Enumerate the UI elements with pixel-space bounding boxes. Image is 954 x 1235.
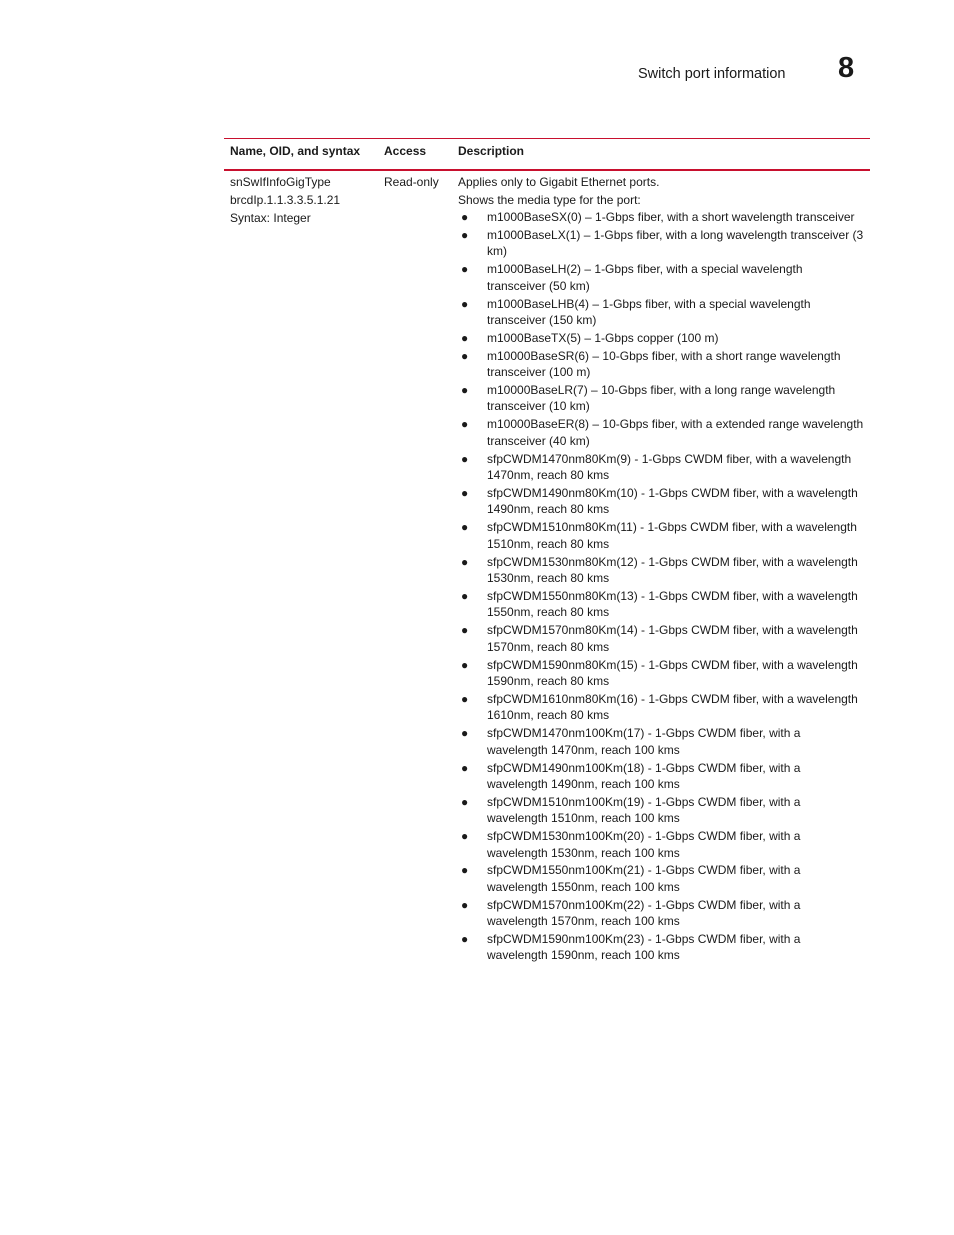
list-item-text: sfpCWDM1610nm80Km(16) - 1-Gbps CWDM fiber, with a wavelength 1610nm, reach 80 kms (487, 691, 858, 723)
bullet-icon: ● (461, 726, 469, 741)
list-item (458, 588, 864, 621)
bullet-icon: ● (461, 554, 469, 569)
bullet-icon: ● (461, 760, 469, 775)
list-item-text: m10000BaseER(8) – 10-Gbps fiber, with a extended range wavelength transceiver (40 km) (487, 417, 864, 448)
list-item (458, 485, 864, 518)
list-item-text: m1000BaseSX(0) – 1-Gbps fiber, with a short wavelength transceiver (487, 210, 855, 224)
list-item (458, 330, 864, 346)
mib-table (224, 138, 870, 963)
description-line: Shows the media type for the port: (458, 193, 641, 207)
bullet-icon: ● (461, 330, 469, 345)
bullet-icon: ● (461, 623, 469, 638)
bullet-icon: ● (461, 417, 469, 432)
bullet-icon: ● (461, 829, 469, 844)
list-item-text: sfpCWDM1510nm80Km(11) - 1-Gbps CWDM fiber, with a wavelength 1510nm, reach 80 kms (487, 520, 857, 551)
page-header (0, 52, 954, 96)
list-item (458, 451, 864, 484)
table-header (224, 138, 870, 171)
list-item (458, 794, 864, 827)
access-cell (384, 173, 454, 191)
list-item (458, 931, 864, 964)
bullet-icon: ● (461, 794, 469, 809)
list-item (458, 657, 864, 690)
list-item-text: m10000BaseSR(6) – 10-Gbps fiber, with a short range wavelength transceiver (100 m) (487, 348, 841, 380)
list-item (458, 227, 864, 260)
list-item-text: sfpCWDM1490nm100Km(18) - 1-Gbps CWDM fiber, with a wavelength 1490nm, reach 100 kms (487, 760, 801, 791)
bullet-icon: ● (461, 227, 469, 242)
access-value: Read-only (384, 175, 439, 189)
list-item-text: m1000BaseLX(1) – 1-Gbps fiber, with a long wavelength transceiver (3 km) (487, 227, 864, 259)
bullet-icon: ● (461, 296, 469, 311)
list-item-text: m10000BaseLR(7) – 10-Gbps fiber, with a long range wavelength transceiver (10 km) (487, 383, 836, 414)
list-item (458, 897, 864, 930)
list-item-text: sfpCWDM1550nm100Km(21) - 1-Gbps CWDM fiber, with a wavelength 1550nm, reach 100 kms (487, 863, 801, 894)
column-header-description: Description (458, 144, 525, 158)
list-item (458, 760, 864, 793)
section-title: Switch port information (638, 66, 786, 82)
list-item-text: sfpCWDM1470nm100Km(17) - 1-Gbps CWDM fiber, with a wavelength 1470nm, reach 100 kms (487, 726, 801, 757)
list-item-text: m1000BaseTX(5) – 1-Gbps copper (100 m) (487, 330, 719, 345)
list-item (458, 828, 864, 861)
bullet-icon: ● (461, 210, 469, 224)
list-item-text: m1000BaseLHB(4) – 1-Gbps fiber, with a special wavelength transceiver (150 km) (487, 296, 811, 327)
list-item-text: sfpCWDM1530nm100Km(20) - 1-Gbps CWDM fiber, with a wavelength 1530nm, reach 100 kms (487, 829, 801, 860)
bullet-icon: ● (461, 486, 469, 500)
list-item-text: sfpCWDM1470nm80Km(9) - 1-Gbps CWDM fiber, with a wavelength 1470nm, reach 80 kms (487, 451, 852, 483)
bullet-icon: ● (461, 262, 469, 277)
list-item-text: m1000BaseLH(2) – 1-Gbps fiber, with a special wavelength transceiver (50 km) (487, 262, 803, 293)
bullet-icon: ● (461, 348, 469, 363)
list-item (458, 622, 864, 655)
name-cell (230, 173, 378, 227)
object-syntax: Syntax: Integer (230, 211, 311, 225)
list-item-text: sfpCWDM1550nm80Km(13) - 1-Gbps CWDM fiber, with a wavelength 1550nm, reach 80 kms (487, 588, 858, 620)
list-item-text: sfpCWDM1490nm80Km(10) - 1-Gbps CWDM fiber, with a wavelength 1490nm, reach 80 kms (487, 486, 858, 517)
bullet-icon: ● (461, 691, 469, 706)
list-item (458, 382, 864, 415)
list-item (458, 519, 864, 552)
bullet-icon: ● (461, 520, 469, 535)
bullet-icon: ● (461, 932, 469, 947)
chapter-number: 8 (838, 52, 855, 84)
object-oid: brcdIp.1.1.3.3.5.1.21 (230, 193, 341, 207)
list-item-text: sfpCWDM1590nm100Km(23) - 1-Gbps CWDM fiber, with a wavelength 1590nm, reach 100 kms (487, 932, 801, 963)
list-item (458, 261, 864, 294)
description-line: Applies only to Gigabit Ethernet ports. (458, 175, 660, 189)
list-item-text: sfpCWDM1590nm80Km(15) - 1-Gbps CWDM fiber, with a wavelength 1590nm, reach 80 kms (487, 657, 858, 688)
list-item-text: sfpCWDM1570nm100Km(22) - 1-Gbps CWDM fiber, with a wavelength 1570nm, reach 100 kms (487, 897, 801, 929)
list-item (458, 209, 864, 225)
media-type-list (458, 209, 864, 964)
bullet-icon: ● (461, 383, 469, 398)
column-header-access: Access (384, 144, 427, 158)
list-item (458, 691, 864, 724)
bullet-icon: ● (461, 863, 469, 878)
bullet-icon: ● (461, 588, 469, 603)
description-cell (458, 173, 864, 965)
list-item (458, 862, 864, 895)
list-item-text: sfpCWDM1510nm100Km(19) - 1-Gbps CWDM fiber, with a wavelength 1510nm, reach 100 kms (487, 794, 801, 826)
column-header-name: Name, OID, and syntax (230, 144, 361, 158)
list-item (458, 725, 864, 758)
list-item-text: sfpCWDM1570nm80Km(14) - 1-Gbps CWDM fiber, with a wavelength 1570nm, reach 80 kms (487, 623, 858, 654)
bullet-icon: ● (461, 657, 469, 672)
list-item-text: sfpCWDM1530nm80Km(12) - 1-Gbps CWDM fiber, with a wavelength 1530nm, reach 80 kms (487, 554, 858, 586)
list-item (458, 348, 864, 381)
bullet-icon: ● (461, 451, 469, 466)
list-item (458, 554, 864, 587)
list-item (458, 416, 864, 449)
object-name: snSwIfInfoGigType (230, 175, 331, 189)
list-item (458, 296, 864, 329)
bullet-icon: ● (461, 897, 469, 912)
